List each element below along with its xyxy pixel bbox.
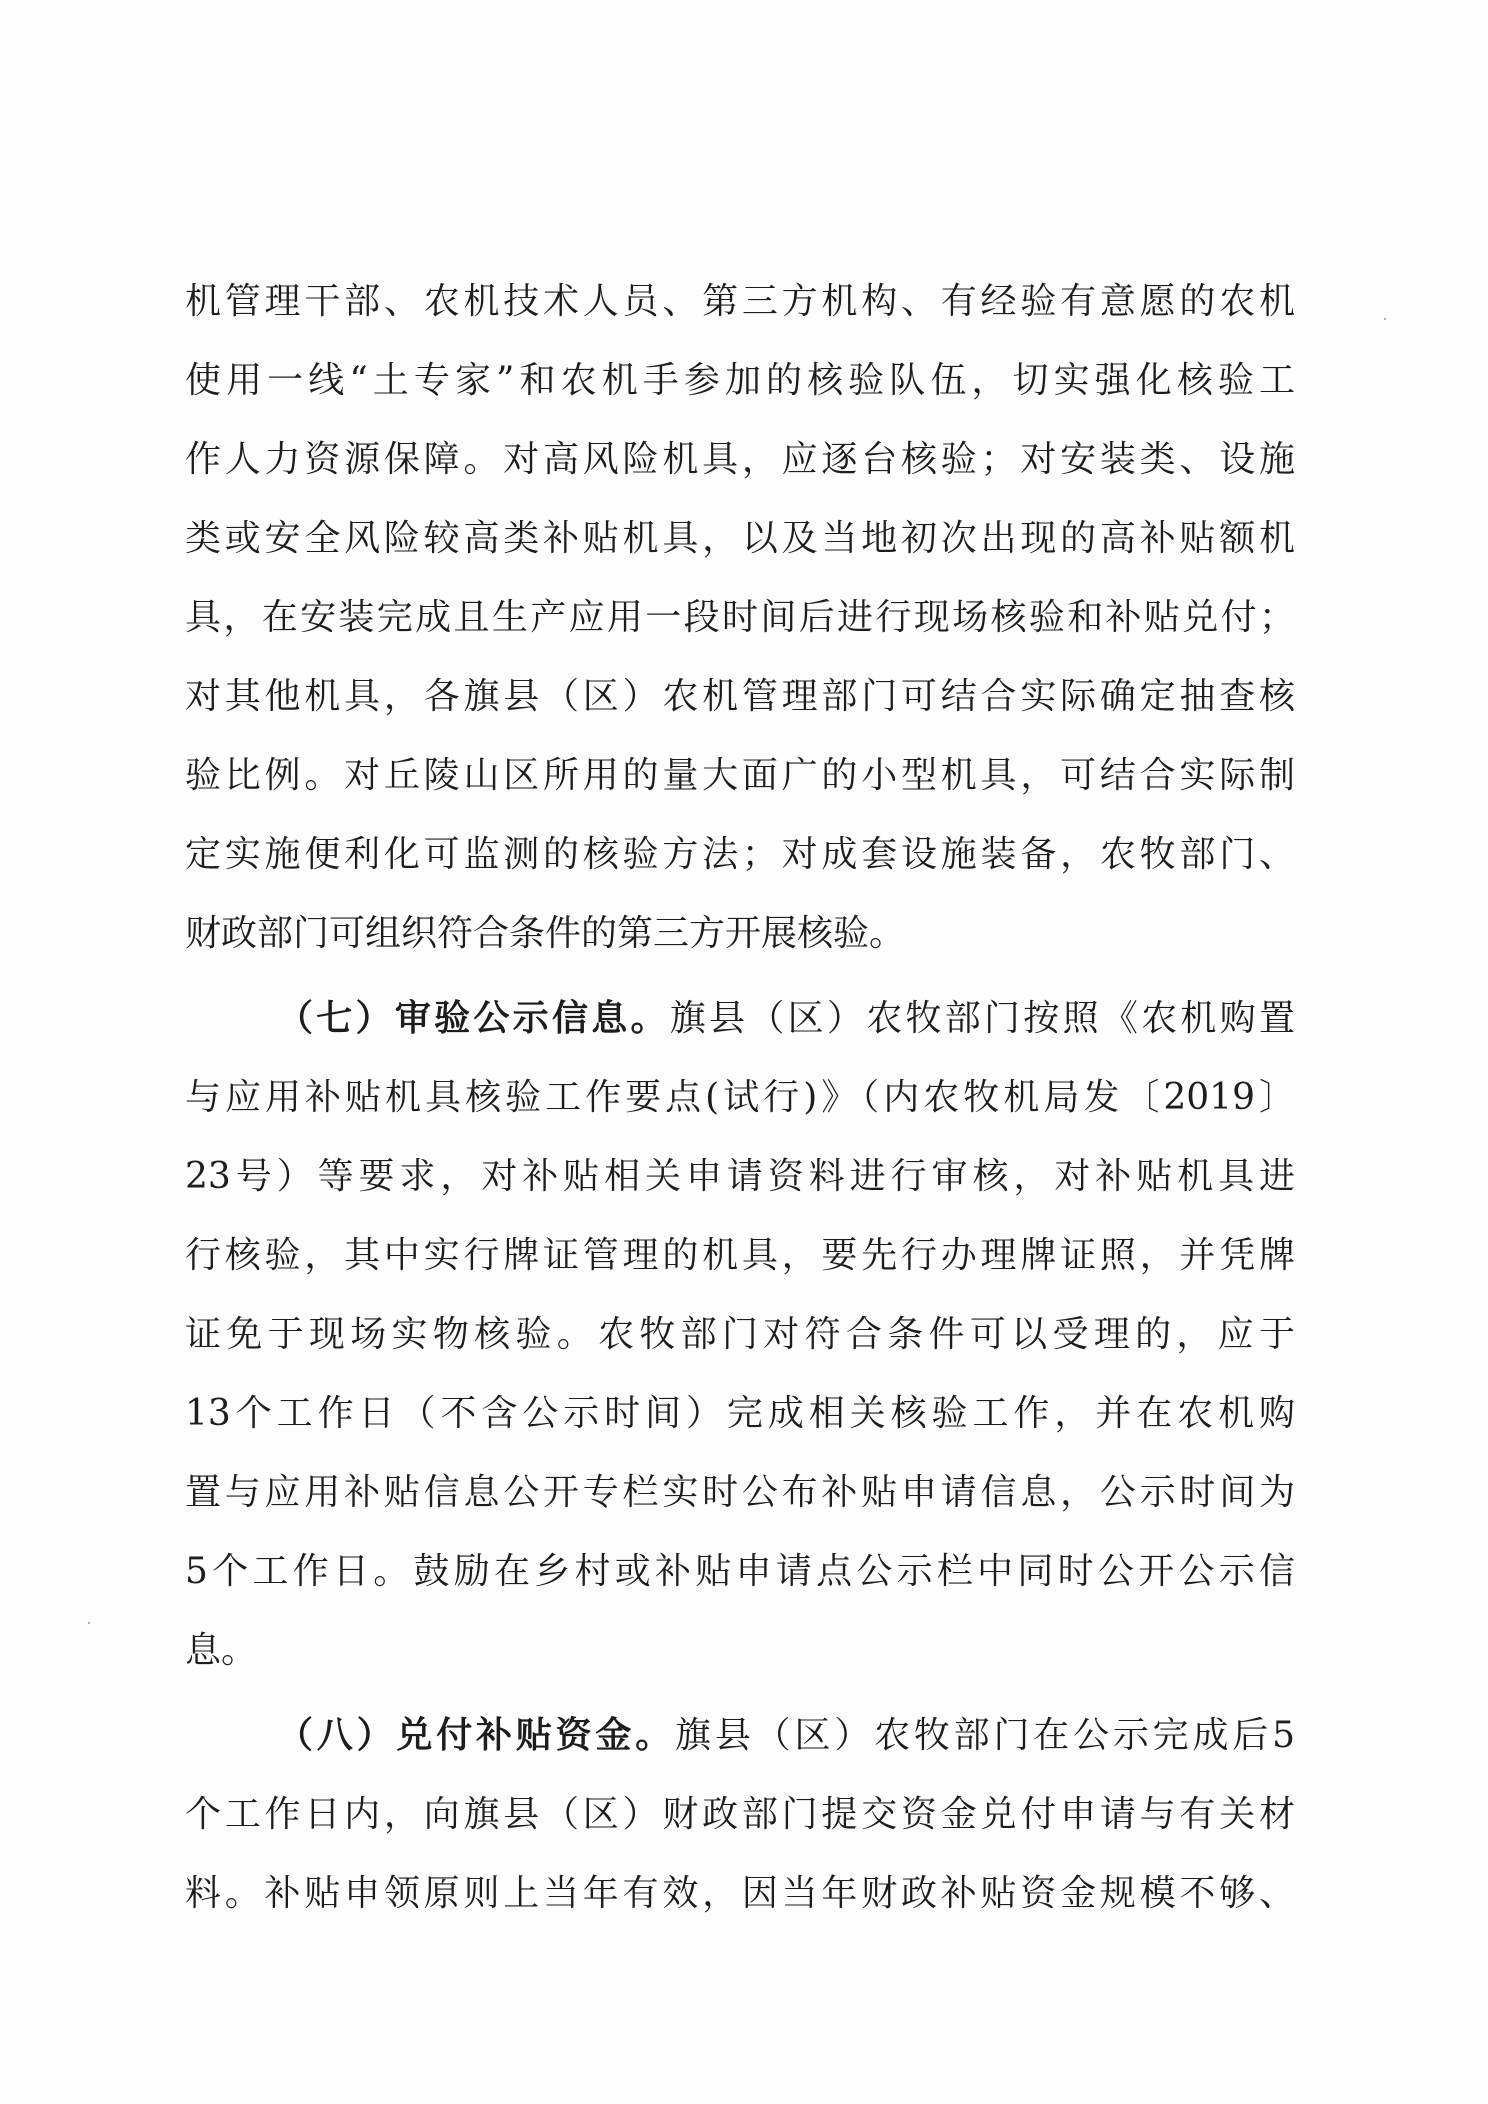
text-line: 行核验，其中实行牌证管理的机具，要先行办理牌证照，并凭牌 bbox=[185, 1235, 1295, 1276]
text-line: 使用一线“土专家”和农机手参加的核验队伍，切实强化核验工 bbox=[185, 360, 1295, 401]
text-line: 置与应用补贴信息公开专栏实时公布补贴申请信息，公示时间为 bbox=[185, 1472, 1295, 1513]
section-subsidy-payment bbox=[185, 1696, 1295, 1933]
scan-speck bbox=[88, 1622, 90, 1624]
text-line: 定实施便利化可监测的核验方法；对成套设施装备，农牧部门、 bbox=[185, 834, 1295, 875]
text-line: 作人力资源保障。对高风险机具，应逐台核验；对安装类、设施 bbox=[185, 439, 1295, 480]
text-line: 机管理干部、农机技术人员、第三方机构、有经验有意愿的农机 bbox=[185, 281, 1295, 322]
text-line: 13个工作日（不含公示时间）完成相关核验工作，并在农机购 bbox=[185, 1393, 1295, 1434]
text-line: 类或安全风险较高类补贴机具，以及当地初次出现的高补贴额机 bbox=[185, 518, 1295, 559]
text-line: 5个工作日。鼓励在乡村或补贴申请点公示栏中同时公开公示信 bbox=[185, 1551, 1295, 1592]
paragraph-verification-team bbox=[185, 262, 1295, 973]
document-body bbox=[185, 262, 1295, 1933]
text-line: 与应用补贴机具核验工作要点(试行)》（内农牧机局发〔2019〕 bbox=[185, 1077, 1295, 1118]
section-text: 旗县（区）农牧部门在公示完成后5 bbox=[675, 1715, 1295, 1756]
text-line: 23号）等要求，对补贴相关申请资料进行审核，对补贴机具进 bbox=[185, 1156, 1295, 1197]
section-heading: （八）兑付补贴资金。 bbox=[277, 1715, 676, 1756]
text-line: 对其他机具，各旗县（区）农机管理部门可结合实际确定抽查核 bbox=[185, 676, 1295, 717]
text-line: 财政部门可组织符合条件的第三方开展核验。 bbox=[185, 913, 906, 954]
section-first-line bbox=[185, 979, 1295, 1058]
text-line: 验比例。对丘陵山区所用的量大面广的小型机具，可结合实际制 bbox=[185, 755, 1295, 796]
section-review-publicity bbox=[185, 979, 1295, 1690]
text-line: 个工作日内，向旗县（区）财政部门提交资金兑付申请与有关材 bbox=[185, 1794, 1295, 1835]
scan-speck bbox=[1384, 318, 1386, 320]
section-heading: （七）审验公示信息。 bbox=[277, 998, 670, 1039]
text-line: 证免于现场实物核验。农牧部门对符合条件可以受理的，应于 bbox=[185, 1314, 1295, 1355]
text-line: 具，在安装完成且生产应用一段时间后进行现场核验和补贴兑付； bbox=[185, 597, 1295, 638]
section-text: 旗县（区）农牧部门按照《农机购置 bbox=[669, 998, 1295, 1039]
text-line: 料。补贴申领原则上当年有效，因当年财政补贴资金规模不够、 bbox=[185, 1873, 1295, 1914]
section-first-line bbox=[185, 1696, 1295, 1775]
text-line: 息。 bbox=[185, 1630, 258, 1671]
